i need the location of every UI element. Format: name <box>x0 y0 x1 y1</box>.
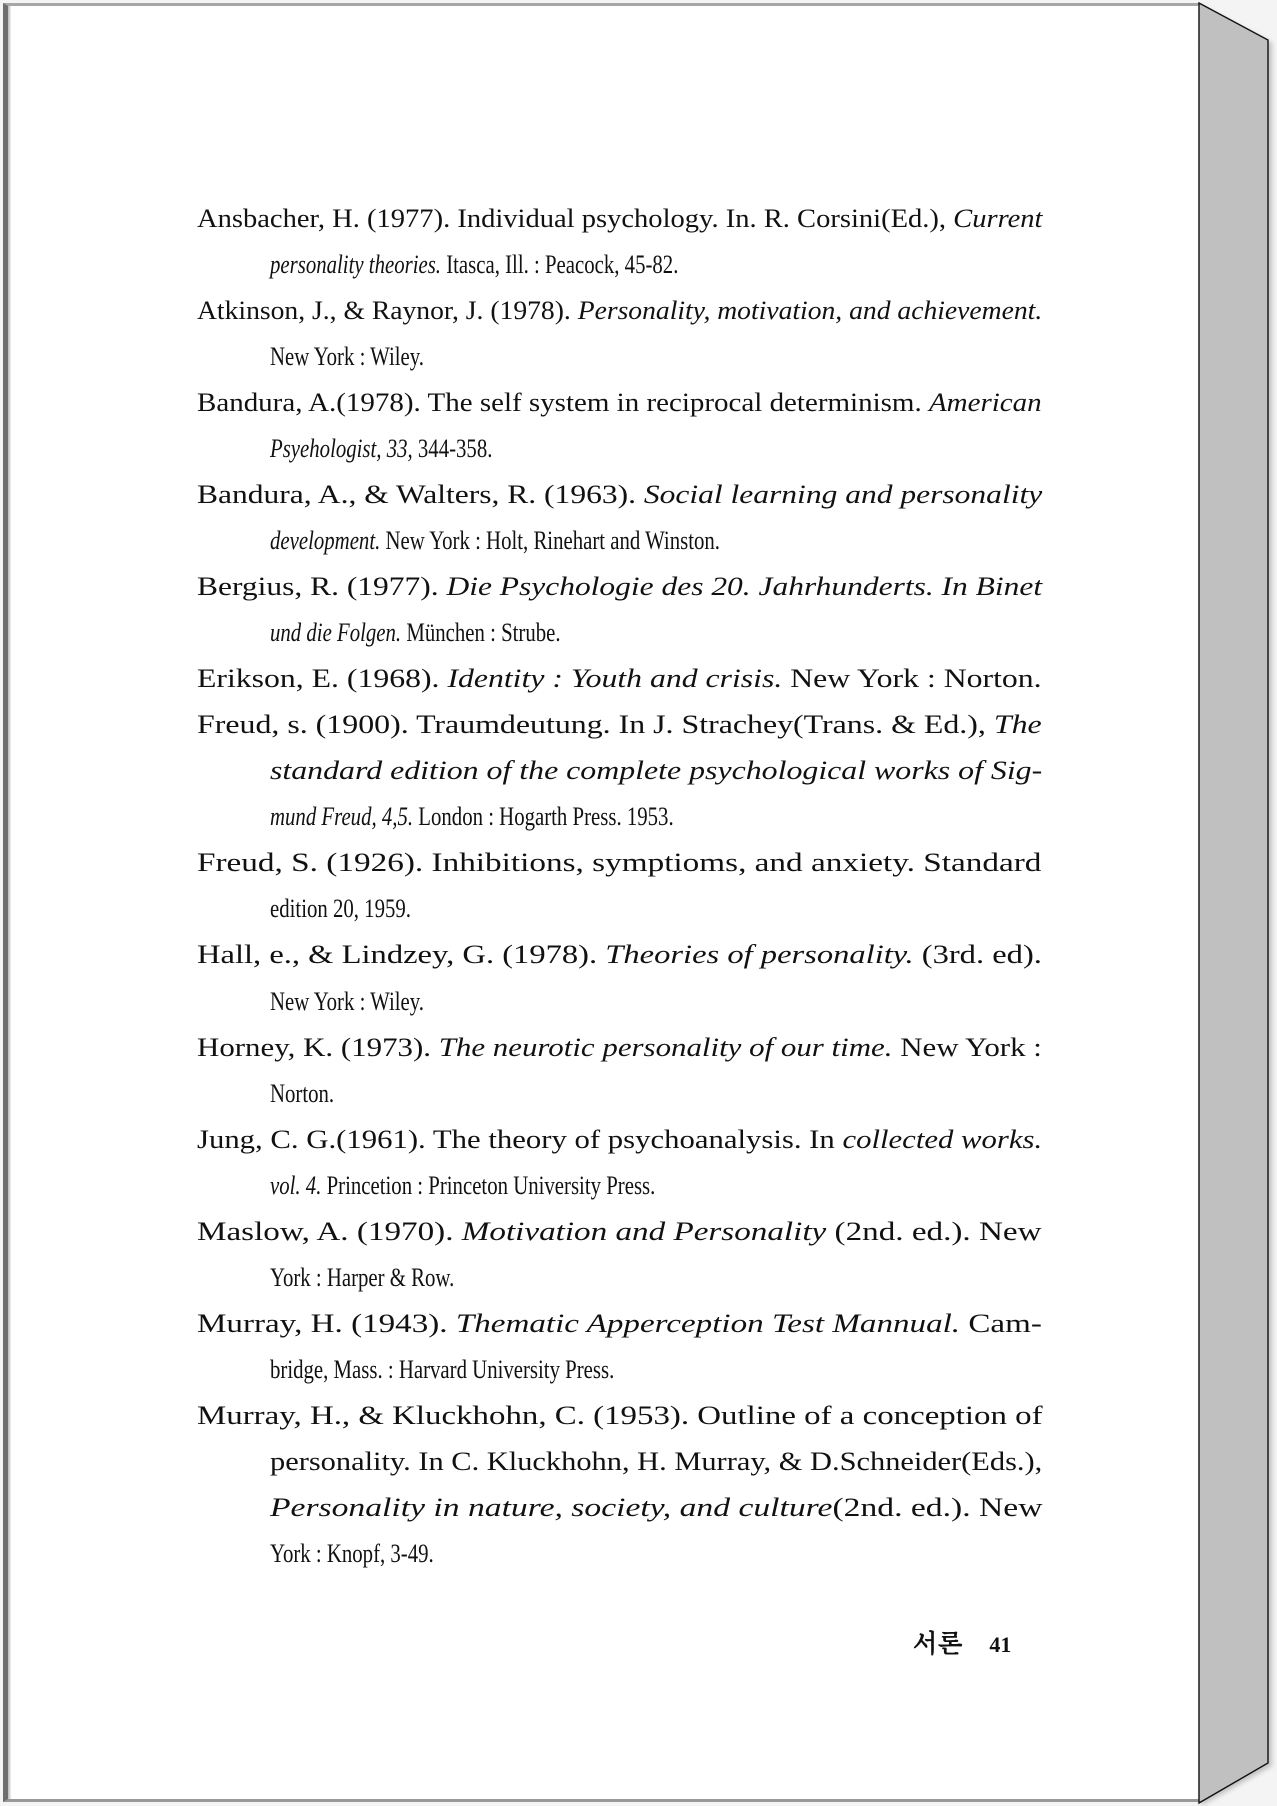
reference-text: 344-358. <box>412 434 493 464</box>
reference-first-line <box>197 380 1042 426</box>
reference-first-line <box>197 1393 1043 1439</box>
reference-first-line <box>197 1025 1042 1071</box>
reference-first-line <box>197 1209 1042 1255</box>
reference-text: (2nd. ed.). New <box>826 1216 1042 1246</box>
reference-text: Norton. <box>270 1078 335 1108</box>
reference-continuation-line <box>270 242 678 288</box>
italic-title-text: collected works. <box>842 1124 1043 1154</box>
section-title: 서론 <box>913 1631 964 1658</box>
reference-continuation-line <box>270 886 411 932</box>
reference-text: Murray, H. (1943). <box>197 1308 456 1338</box>
italic-title-text: Theories of personality. <box>605 940 914 970</box>
reference-continuation-line <box>270 1531 434 1577</box>
italic-title-text: Current <box>953 204 1043 233</box>
reference-text: Itasca, Ill. : Peacock, 45-82. <box>441 250 679 280</box>
reference-continuation-line <box>270 1347 614 1393</box>
reference-text: Freud, s. (1900). Traumdeutung. In J. Strachey(Trans. & Ed.), <box>197 710 994 740</box>
reference-text: Ansbacher, H. (1977). Individual psychology. In. R. Corsini(Ed.), <box>197 204 954 233</box>
italic-title-text: The <box>993 710 1042 740</box>
italic-title-text: Social learning and personality <box>643 480 1043 510</box>
reference-text: Maslow, A. (1970). <box>197 1216 462 1246</box>
italic-title-text: Thematic Apperception Test Mannual. <box>455 1308 961 1338</box>
reference-continuation-line <box>270 979 424 1025</box>
italic-title-text: Motivation and Personality <box>461 1216 827 1246</box>
italic-title-text: development. <box>270 526 381 556</box>
reference-text: London : Hogarth Press. 1953. <box>413 802 674 832</box>
reference-text: Bergius, R. (1977). <box>197 572 447 602</box>
reference-first-line <box>197 564 1042 610</box>
italic-title-text: American <box>928 388 1042 418</box>
reference-text: Princetion : Princeton University Press. <box>321 1170 656 1200</box>
reference-text: Erikson, E. (1968). <box>197 664 448 694</box>
reference-text: (2nd. ed.). New <box>832 1492 1043 1522</box>
reference-continuation-line <box>270 426 492 472</box>
reference-first-line <box>197 1301 1042 1347</box>
reference-text: York : Knopf, 3-49. <box>270 1538 434 1568</box>
reference-first-line <box>197 196 1042 242</box>
reference-text: Horney, K. (1973). <box>197 1032 439 1062</box>
reference-first-line <box>197 1117 1042 1163</box>
reference-text: Jung, C. G.(1961). The theory of psychoanalysis. In <box>197 1124 843 1154</box>
italic-title-text: Personality, motivation, and achievement. <box>577 296 1043 326</box>
page-footer <box>913 1624 1011 1660</box>
italic-title-text: personality theories. <box>270 250 442 280</box>
reference-first-line <box>197 840 1041 886</box>
reference-continuation-line <box>270 334 424 380</box>
reference-continuation-line <box>270 1071 334 1117</box>
italic-title-text: mund Freud, 4,5. <box>270 802 414 832</box>
reference-text: Hall, e., & Lindzey, G. (1978). <box>197 940 606 970</box>
reference-first-line <box>197 472 1042 518</box>
reference-text: edition 20, 1959. <box>270 894 411 924</box>
page-number: 41 <box>989 1632 1012 1657</box>
italic-title-text: Personality in nature, society, and culture <box>270 1492 833 1522</box>
reference-continuation-line <box>270 1255 454 1301</box>
reference-text: Bandura, A., & Walters, R. (1963). <box>197 480 644 510</box>
reference-text: New York : Wiley. <box>270 986 425 1016</box>
reference-continuation-line <box>270 1439 1042 1485</box>
reference-first-line <box>197 656 1042 702</box>
italic-title-text: und die Folgen. <box>270 618 402 648</box>
italic-title-text: The neurotic personality of our time. <box>438 1032 893 1062</box>
reference-text: bridge, Mass. : Harvard University Press. <box>270 1354 615 1384</box>
reference-text: New York : Wiley. <box>270 342 425 372</box>
reference-continuation-line <box>270 794 674 840</box>
reference-first-line <box>197 932 1042 978</box>
italic-title-text: Identity : Youth and crisis. <box>447 664 783 694</box>
reference-text: München : Strube. <box>401 618 561 648</box>
reference-text: personality. In C. Kluckhohn, H. Murray, & D.Schneider(Eds.), <box>270 1446 1043 1476</box>
italic-title-text: vol. 4. <box>270 1170 322 1200</box>
reference-continuation-line <box>270 1163 655 1209</box>
reference-first-line <box>197 702 1042 748</box>
reference-continuation-line <box>270 1485 1043 1531</box>
reference-text: York : Harper & Row. <box>270 1262 455 1292</box>
reference-text: New York : Norton. <box>782 664 1042 694</box>
italic-title-text: Psyehologist, 33, <box>270 434 413 464</box>
reference-text: New York : <box>892 1032 1042 1062</box>
italic-title-text: standard edition of the complete psychological works of Sig- <box>270 756 1043 786</box>
reference-continuation-line <box>270 610 561 656</box>
italic-title-text: Die Psychologie des 20. Jahrhunderts. In Binet <box>446 572 1043 602</box>
reference-first-line <box>197 288 1042 334</box>
reference-text: (3rd. ed). <box>913 940 1042 970</box>
reference-continuation-line <box>270 748 1042 794</box>
reference-text: Cam- <box>960 1308 1042 1338</box>
reference-text: Atkinson, J., & Raynor, J. (1978). <box>197 296 578 326</box>
reference-continuation-line <box>270 518 720 564</box>
reference-text: New York : Holt, Rinehart and Winston. <box>380 526 720 556</box>
reference-text: Murray, H., & Kluckhohn, C. (1953). Outline of a conception of <box>197 1400 1043 1430</box>
reference-text: Bandura, A.(1978). The self system in reciprocal determinism. <box>197 388 929 418</box>
reference-text: Freud, S. (1926). Inhibitions, symptioms, and anxiety. Standard <box>197 848 1042 878</box>
